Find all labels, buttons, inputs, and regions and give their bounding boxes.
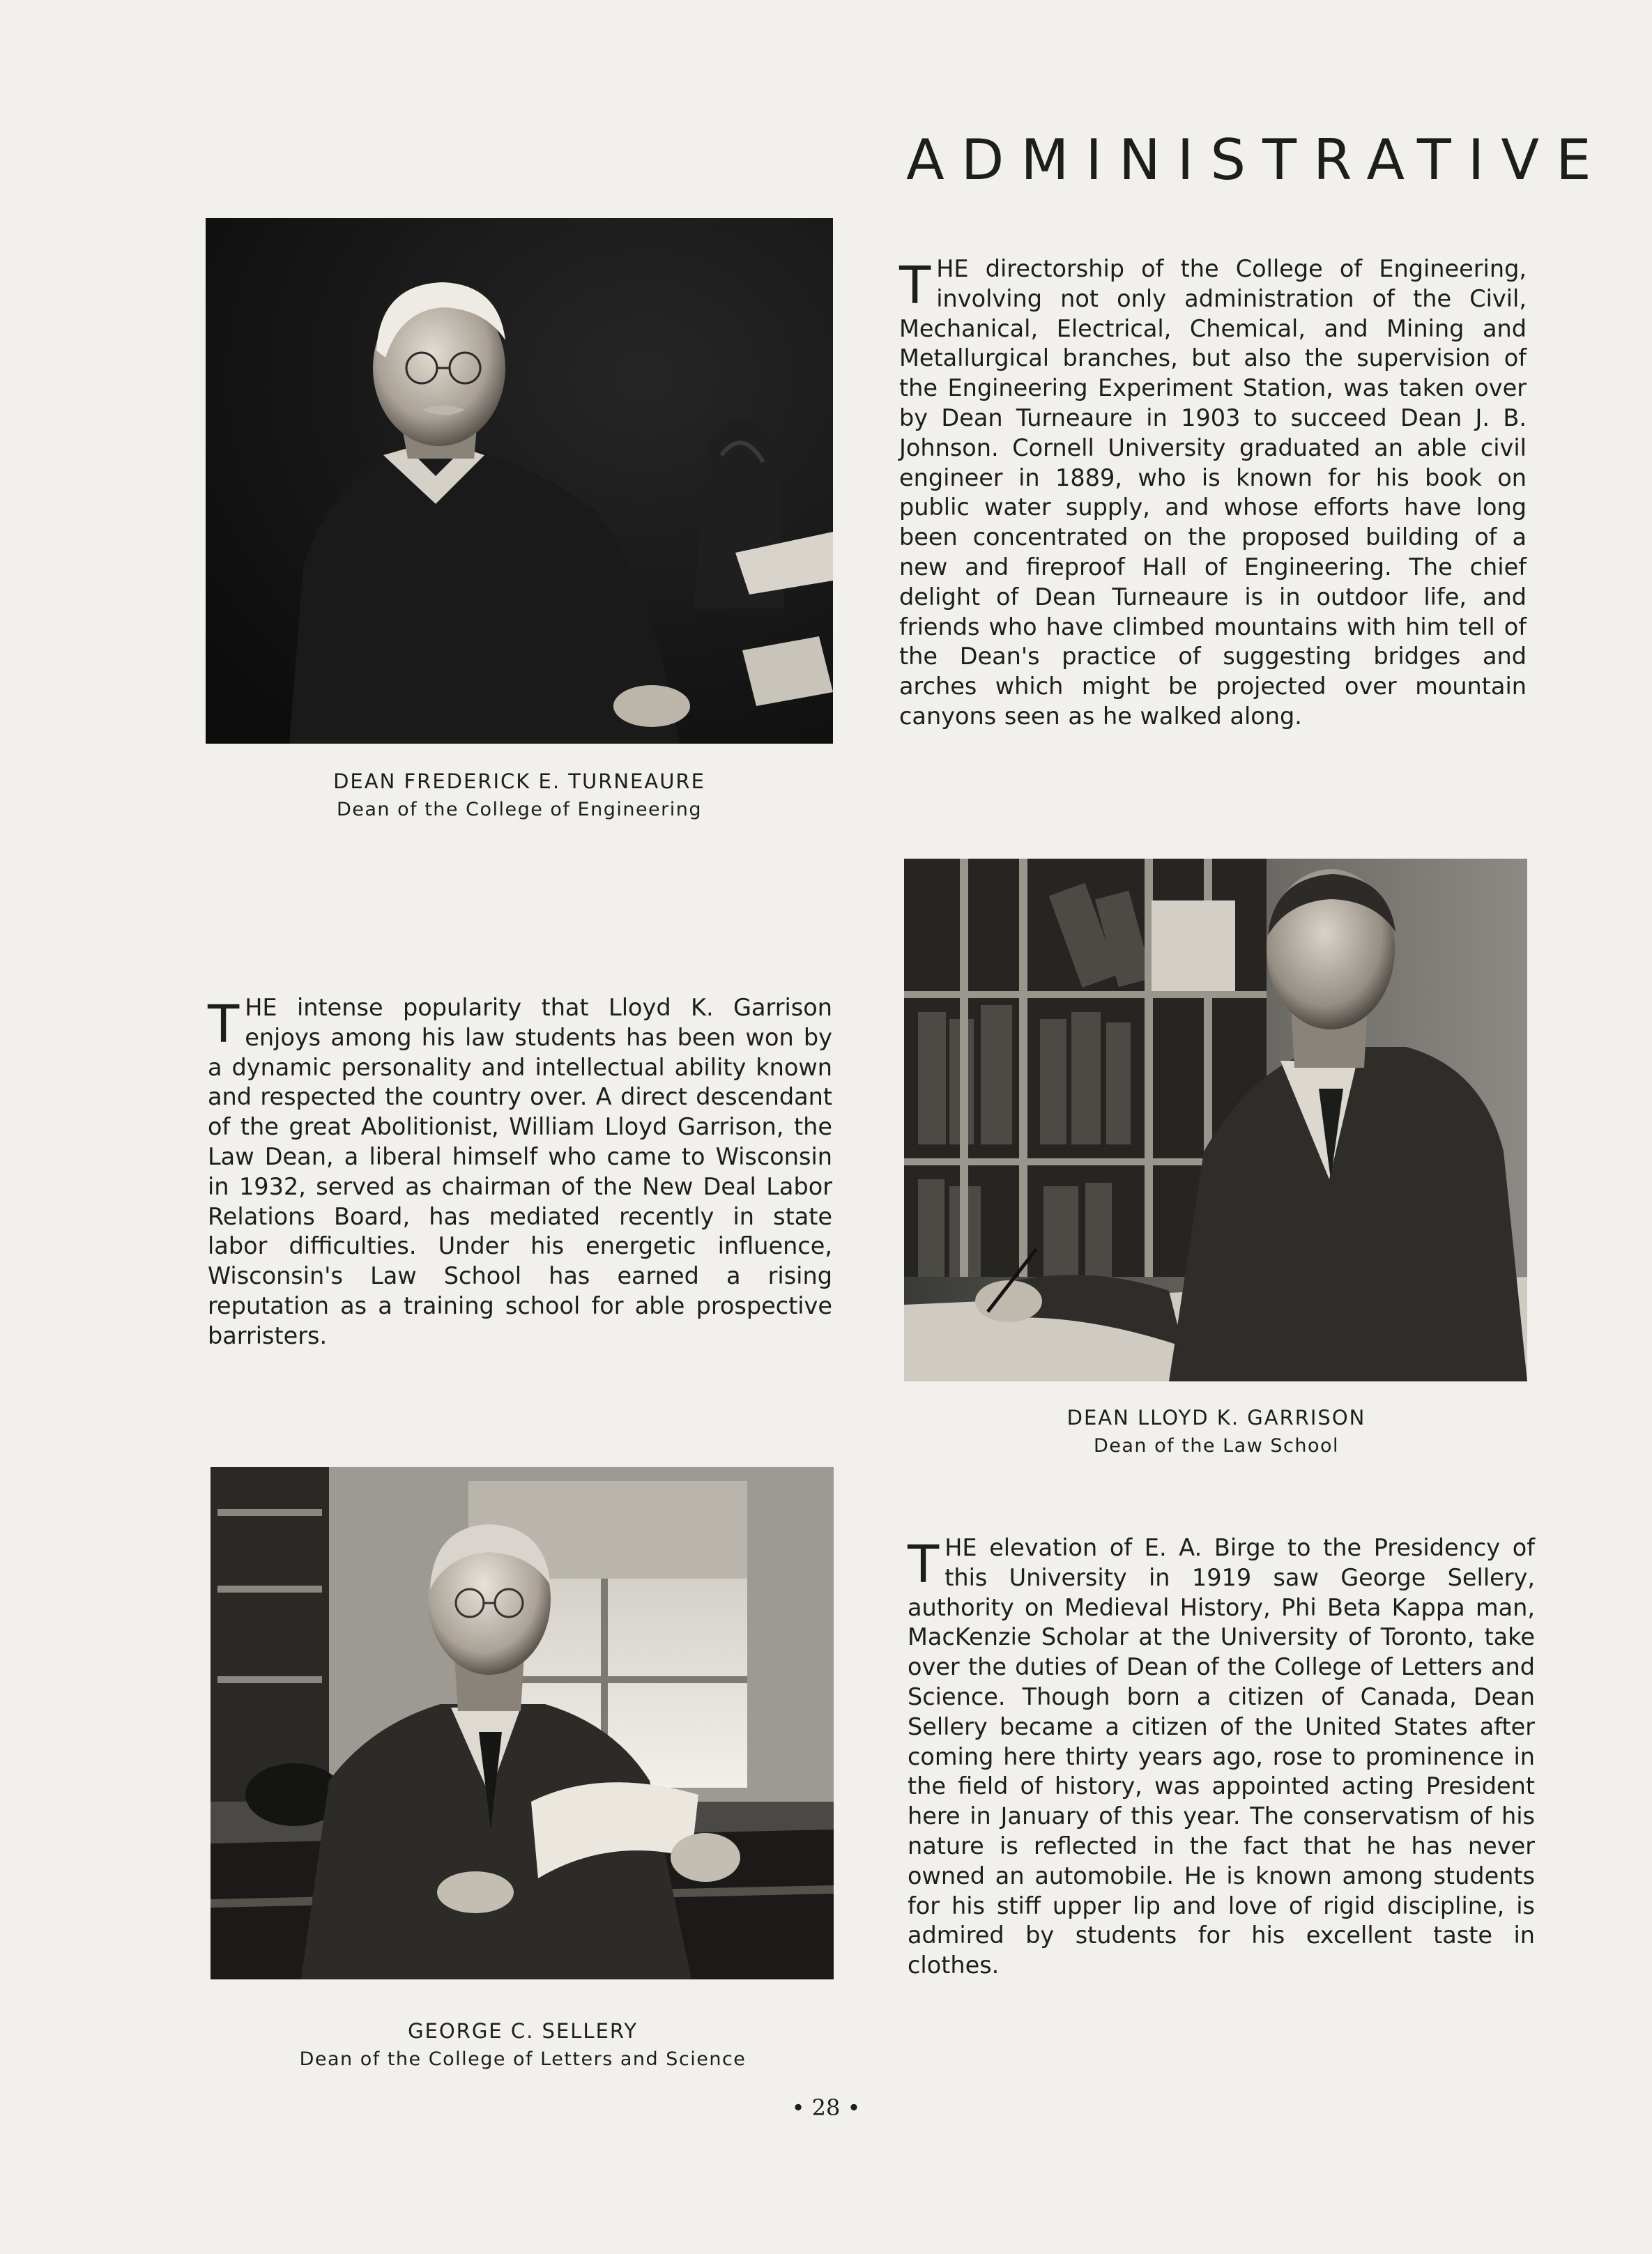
sellery-caption (258, 2016, 788, 2074)
sellery-bio-text: HE elevation of E. A. Birge to the Presidency of this University in 1919 saw George Sellery, authority on Medieval History, Phi Beta Kappa man, MacKenzie Scholar at the University of Toronto, take over the duties of Dean of the College of Letters and Science. Though born a citizen of Canada, Dean Sellery became a citizen of the United States after coming here thirty years ago, rose to prominence in the field of history, was appointed acting President here in January of this year. The conservatism of his nature is reflected in the fact that he has never owned an automobile. He is known among students for his stiff upper lip and love of rigid discipline, is admired by students for his excellent taste in clothes. (908, 1534, 1535, 1979)
page-heading: ADMINISTRATIVE (906, 128, 1608, 192)
garrison-bio (208, 993, 832, 1351)
sellery-name: GEORGE C. SELLERY (408, 2019, 638, 2043)
garrison-title: Dean of the Law School (1093, 1435, 1340, 1457)
sellery-bio (908, 1533, 1535, 1981)
turneaure-bio-text: HE directorship of the College of Engineering, involving not only administration of the Civil, Mechanical, Electrical, Chemical, and Mining and Metallurgical branches, but also the supervision of the Engineering Experiment Station, was taken over by Dean Turneaure in 1903 to succeed Dean J. B. Johnson. Cornell University graduated an able civil engineer in 1889, who is known for his book on public water supply, and whose efforts have long been concentrated on the proposed building of a new and fireproof Hall of Engineering. The chief delight of Dean Turneaure is in outdoor life, and friends who have climbed mountains with him tell of the Dean's practice of suggesting bridges and arches which might be projected over mountain canyons seen as he walked along. (899, 255, 1527, 730)
garrison-caption (969, 1403, 1464, 1461)
turneaure-bio (899, 254, 1527, 732)
page-number: • 28 • (791, 2094, 861, 2121)
turneaure-title: Dean of the College of Engineering (336, 799, 703, 821)
turneaure-photo (206, 218, 833, 744)
turneaure-caption (275, 767, 763, 825)
sellery-title: Dean of the College of Letters and Science (299, 2048, 747, 2071)
garrison-dropcap: T (208, 995, 240, 1055)
turneaure-dropcap: T (899, 256, 931, 316)
sellery-photo (211, 1467, 834, 1979)
turneaure-name: DEAN FREDERICK E. TURNEAURE (333, 769, 705, 793)
garrison-bio-text: HE intense popularity that Lloyd K. Garrison enjoys among his law students has been won by a dynamic personality and intellectual ability known and respected the country over. A direct descendant of the great Abolitionist, William Lloyd Garrison, the Law Dean, a liberal himself who came to Wisconsin in 1932, served as chairman of the New Deal Labor Relations Board, has mediated recently in state labor difficulties. Under his energetic influence, Wisconsin's Law School has earned a rising reputation as a training school for able prospective barristers. (208, 994, 832, 1349)
garrison-photo (904, 859, 1527, 1381)
garrison-name: DEAN LLOYD K. GARRISON (1066, 1406, 1366, 1429)
sellery-dropcap: T (908, 1535, 940, 1595)
